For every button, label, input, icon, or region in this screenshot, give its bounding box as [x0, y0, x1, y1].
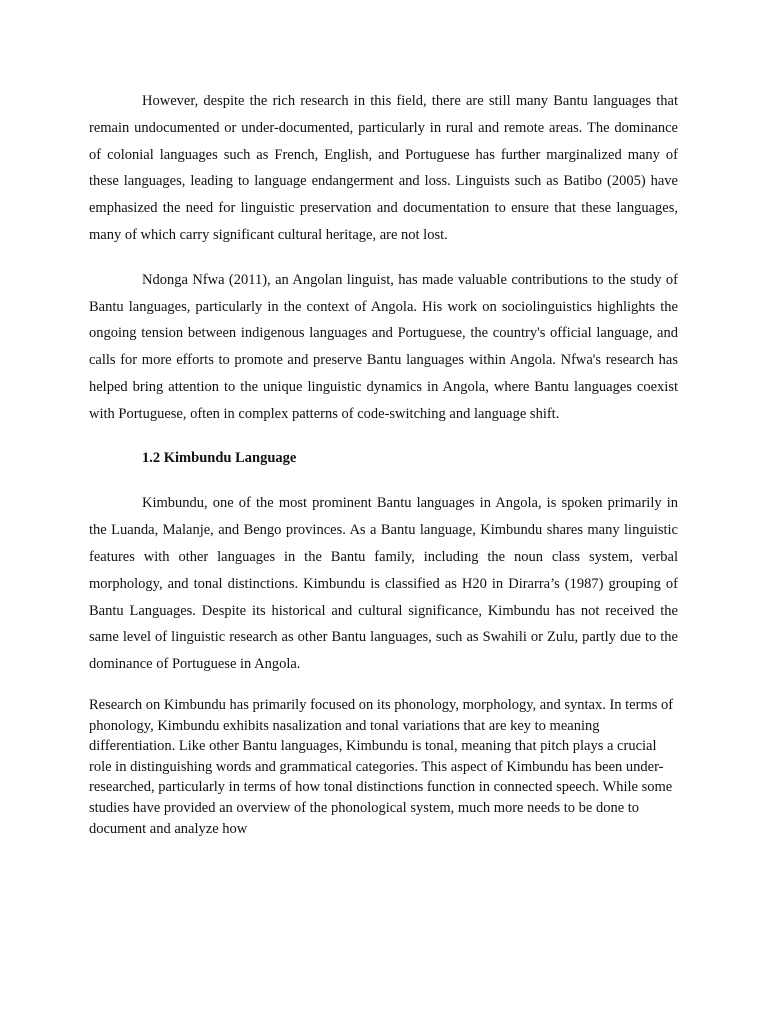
paragraph-kimbundu-research: Research on Kimbundu has primarily focused on its phonology, morphology, and syntax. In terms of phonology, Kimbundu exhibits nasalization and tonal variations that are key to meaning differentiation. Like other Bantu languages, Kimbundu is tonal, meaning that pitch plays a crucial role in distinguishing words and grammatical categories. This aspect of Kimbundu has been under-researched, particularly in terms of how tonal distinctions function in connected speech. While some studies have provided an overview of the phonological system, much more needs to be done to document and analyze how	[89, 696, 674, 837]
paragraph-ndonga-nfwa: Ndonga Nfwa (2011), an Angolan linguist, has made valuable contributions to the study of Bantu languages, particularly in the context of Angola. His work on sociolinguistics highlights the ongoing tension between indigenous languages and Portuguese, the country's official language, and calls for more efforts to promote and preserve Bantu languages within Angola. Nfwa's research has helped bring attention to the unique linguistic dynamics in Angola, where Bantu languages coexist with Portuguese, often in complex patterns of code-switching and language shift.	[89, 271, 678, 422]
document-body	[89, 88, 678, 839]
section-heading: 1.2 Kimbundu Language	[142, 449, 297, 466]
paragraph-kimbundu-overview: Kimbundu, one of the most prominent Bantu languages in Angola, is spoken primarily in the Luanda, Malanje, and Bengo provinces. As a Bantu language, Kimbundu shares many linguistic features with other languages in the Bantu family, including the noun class system, verbal morphology, and tonal distinctions. Kimbundu is classified as H20 in Dirarra’s (1987) grouping of Bantu Languages. Despite its historical and cultural significance, Kimbundu has not received the same level of linguistic research as other Bantu languages, such as Swahili or Zulu, partly due to the dominance of Portuguese in Angola.	[89, 495, 678, 673]
paragraph-bantu-undocumented: However, despite the rich research in this field, there are still many Bantu languages that remain undocumented or under-documented, particularly in rural and remote areas. The dominance of colonial languages such as French, English, and Portuguese has further marginalized many of these languages, leading to language endangerment and loss. Linguists such as Batibo (2005) have emphasized the need for linguistic preservation and documentation to ensure that these languages, many of which carry significant cultural heritage, are not lost.	[89, 93, 678, 243]
